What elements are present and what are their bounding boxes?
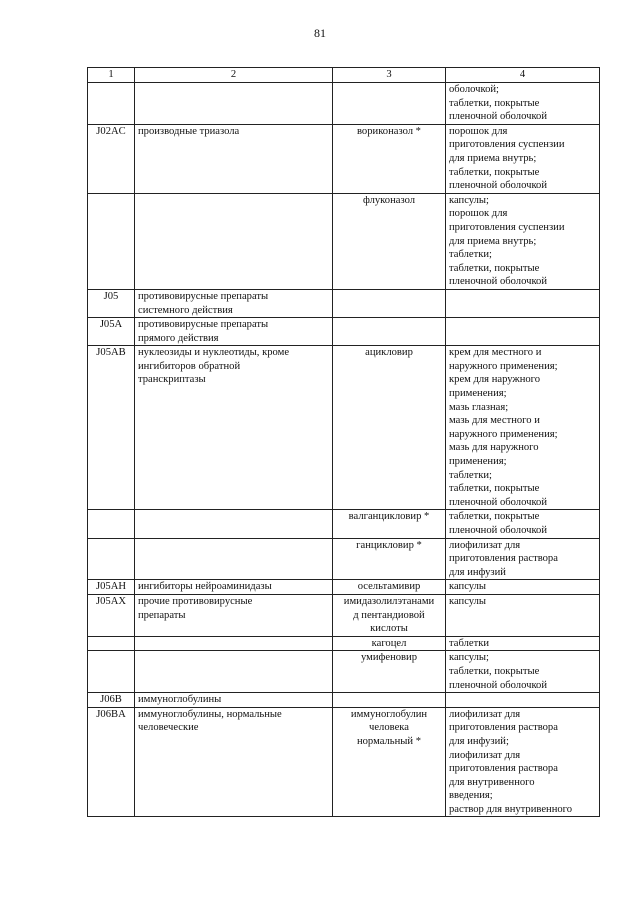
dosage-form-line: оболочкой; xyxy=(449,84,499,95)
dosage-form-line: лиофилизат для xyxy=(449,749,521,761)
dosage-form-line: для приема внутрь; xyxy=(449,152,537,164)
group-name-cell xyxy=(135,693,333,708)
group-name-line: противовирусные препараты xyxy=(138,290,269,302)
atc-code-line: J05AB xyxy=(96,347,126,359)
atc-code-cell xyxy=(88,707,135,817)
dosage-form-cell xyxy=(446,318,600,346)
table-row xyxy=(88,318,600,346)
dosage-form-line: таблетки, покрытые xyxy=(449,511,540,523)
column-header: 1 xyxy=(88,68,135,83)
table-row xyxy=(88,289,600,317)
dosage-form-line: порошок для xyxy=(449,125,508,137)
column-header-row xyxy=(88,68,600,83)
dosage-form-cell xyxy=(446,289,600,317)
drug-name-cell xyxy=(333,707,446,817)
group-name-cell xyxy=(135,594,333,636)
group-name-cell xyxy=(135,538,333,580)
dosage-form-line: таблетки, покрытые xyxy=(449,262,540,274)
atc-code-line: J06B xyxy=(100,694,122,706)
group-name-line: прочие противовирусные xyxy=(138,595,253,607)
group-name-cell xyxy=(135,580,333,595)
group-name-line: производные триазола xyxy=(138,125,240,137)
drug-name-cell xyxy=(333,580,446,595)
dosage-form-line: приготовления суспензии xyxy=(449,221,565,233)
dosage-form-line: крем для местного и xyxy=(449,347,542,359)
dosage-form-line: порошок для xyxy=(449,208,508,220)
group-name-line: препараты xyxy=(138,609,186,621)
dosage-form-line: таблетки; xyxy=(449,249,492,261)
dosage-form-line: таблетки, покрытые xyxy=(449,97,540,109)
drug-name-cell xyxy=(333,510,446,538)
dosage-form-cell xyxy=(446,346,600,510)
dosage-form-cell xyxy=(446,580,600,595)
drug-name-cell xyxy=(333,289,446,317)
group-name-cell xyxy=(135,83,333,125)
dosage-form-line: для приема внутрь; xyxy=(449,235,537,247)
atc-code-cell xyxy=(88,636,135,651)
drug-name-cell xyxy=(333,318,446,346)
dosage-form-line: для внутривенного xyxy=(449,776,535,788)
group-name-cell xyxy=(135,651,333,693)
drug-name-cell xyxy=(333,693,446,708)
dosage-form-line: приготовления раствора xyxy=(449,553,558,565)
dosage-form-cell xyxy=(446,651,600,693)
atc-code-line: J02AC xyxy=(96,125,126,137)
group-name-cell xyxy=(135,346,333,510)
group-name-line: прямого действия xyxy=(138,332,219,344)
table-body xyxy=(88,83,600,817)
dosage-form-line: лиофилизат для xyxy=(449,708,521,720)
column-header: 2 xyxy=(135,68,333,83)
atc-code-cell xyxy=(88,289,135,317)
dosage-form-line: капсулы; xyxy=(449,652,489,664)
table-row xyxy=(88,538,600,580)
table-row xyxy=(88,707,600,817)
atc-code-cell xyxy=(88,693,135,708)
group-name-cell xyxy=(135,636,333,651)
dosage-form-line: мазь для наружного xyxy=(449,442,539,454)
dosage-form-line: приготовления раствора xyxy=(449,722,558,734)
dosage-form-line: мазь для местного и xyxy=(449,415,540,427)
group-name-line: транскриптазы xyxy=(138,374,206,386)
group-name-line: ингибиторов обратной xyxy=(138,360,241,372)
dosage-form-cell xyxy=(446,693,600,708)
drug-name-cell xyxy=(333,538,446,580)
group-name-line: человеческие xyxy=(138,722,199,734)
dosage-form-line: раствор для внутривенного xyxy=(449,803,573,815)
table-row xyxy=(88,510,600,538)
dosage-form-line: наружного применения; xyxy=(449,428,558,440)
dosage-form-line: пленочной оболочкой xyxy=(449,111,548,123)
dosage-form-line: применения; xyxy=(449,456,507,468)
atc-code-cell xyxy=(88,594,135,636)
table-row xyxy=(88,580,600,595)
group-name-line: ингибиторы нейроаминидазы xyxy=(138,581,272,593)
atc-code-cell xyxy=(88,318,135,346)
table-row xyxy=(88,651,600,693)
atc-code-cell xyxy=(88,580,135,595)
drug-name-line: валганцикловир * xyxy=(348,511,430,523)
atc-code-cell xyxy=(88,510,135,538)
drug-name-line: человека xyxy=(369,722,409,734)
group-name-cell xyxy=(135,124,333,193)
dosage-form-line: мазь глазная; xyxy=(449,401,509,413)
drug-name-cell xyxy=(333,124,446,193)
group-name-line: противовирусные препараты xyxy=(138,319,269,331)
column-header: 3 xyxy=(333,68,446,83)
group-name-cell xyxy=(135,318,333,346)
dosage-form-cell xyxy=(446,538,600,580)
dosage-form-cell xyxy=(446,636,600,651)
group-name-cell xyxy=(135,707,333,817)
drug-name-line: кагоцел xyxy=(371,637,407,649)
dosage-form-line: пленочной оболочкой xyxy=(449,679,548,691)
dosage-form-cell xyxy=(446,124,600,193)
dosage-form-line: капсулы xyxy=(449,581,487,593)
dosage-form-line: лиофилизат для xyxy=(449,539,521,551)
dosage-form-line: капсулы xyxy=(449,595,487,607)
drug-name-line: осельтамивир xyxy=(357,581,421,593)
dosage-form-line: пленочной оболочкой xyxy=(449,525,548,536)
table-row xyxy=(88,636,600,651)
atc-code-cell xyxy=(88,651,135,693)
dosage-form-line: пленочной оболочкой xyxy=(449,180,548,192)
dosage-form-line: капсулы; xyxy=(449,194,489,206)
dosage-form-line: наружного применения; xyxy=(449,360,558,372)
dosage-form-line: для инфузий xyxy=(449,566,506,578)
atc-code-cell xyxy=(88,124,135,193)
table-row xyxy=(88,594,600,636)
group-name-line: нуклеозиды и нуклеотиды, кроме xyxy=(138,347,290,359)
drug-name-line: д пентандиовой xyxy=(353,609,425,621)
drug-name-line: флуконазол xyxy=(362,194,416,206)
drug-name-cell xyxy=(333,193,446,289)
dosage-form-cell xyxy=(446,193,600,289)
atc-code-line: J05AX xyxy=(95,595,127,607)
dosage-form-line: приготовления суспензии xyxy=(449,139,565,151)
drug-name-line: кислоты xyxy=(370,623,408,635)
atc-code-cell xyxy=(88,538,135,580)
dosage-form-line: таблетки xyxy=(449,637,490,649)
drug-name-line: нормальный * xyxy=(356,735,422,747)
atc-code-cell xyxy=(88,193,135,289)
table-row xyxy=(88,346,600,510)
dosage-form-cell xyxy=(446,510,600,538)
atc-code-line: J05 xyxy=(103,290,119,302)
table-row xyxy=(88,124,600,193)
drug-name-line: иммуноглобулин xyxy=(350,708,428,720)
dosage-form-line: пленочной оболочкой xyxy=(449,496,548,508)
drug-name-line: ганцикловир * xyxy=(356,539,422,551)
atc-code-cell xyxy=(88,346,135,510)
drug-table xyxy=(87,67,600,817)
table-row xyxy=(88,693,600,708)
table-row xyxy=(88,83,600,125)
group-name-cell xyxy=(135,193,333,289)
group-name-line: иммуноглобулины xyxy=(138,694,222,706)
dosage-form-line: таблетки, покрытые xyxy=(449,166,540,178)
dosage-form-line: введения; xyxy=(449,790,493,802)
dosage-form-line: таблетки; xyxy=(449,469,492,481)
drug-name-line: умифеновир xyxy=(360,652,418,664)
atc-code-line: J06BA xyxy=(96,708,126,720)
group-name-line: иммуноглобулины, нормальные xyxy=(138,708,282,720)
table-row xyxy=(88,193,600,289)
group-name-cell xyxy=(135,510,333,538)
group-name-cell xyxy=(135,289,333,317)
dosage-form-line: применения; xyxy=(449,388,507,400)
dosage-form-line: пленочной оболочкой xyxy=(449,276,548,288)
drug-name-cell xyxy=(333,83,446,125)
dosage-form-cell xyxy=(446,707,600,817)
drug-name-cell xyxy=(333,346,446,510)
page-number: 81 xyxy=(314,26,326,40)
atc-code-line: J05A xyxy=(99,319,123,331)
group-name-line: системного действия xyxy=(138,304,233,316)
dosage-form-line: крем для наружного xyxy=(449,374,541,386)
dosage-form-line: приготовления раствора xyxy=(449,763,558,775)
dosage-form-cell xyxy=(446,594,600,636)
column-header: 4 xyxy=(446,68,600,83)
atc-code-cell xyxy=(88,83,135,125)
drug-name-line: ацикловир xyxy=(365,347,413,359)
drug-name-cell xyxy=(333,651,446,693)
dosage-form-cell xyxy=(446,83,600,125)
dosage-form-line: для инфузий; xyxy=(449,735,509,747)
dosage-form-line: таблетки, покрытые xyxy=(449,483,540,495)
drug-name-line: вориконазол * xyxy=(357,125,421,137)
dosage-form-line: таблетки, покрытые xyxy=(449,665,540,677)
drug-name-line: имидазолилэтанами xyxy=(343,595,435,607)
drug-name-cell xyxy=(333,636,446,651)
atc-code-line: J05AH xyxy=(95,581,127,593)
drug-name-cell xyxy=(333,594,446,636)
